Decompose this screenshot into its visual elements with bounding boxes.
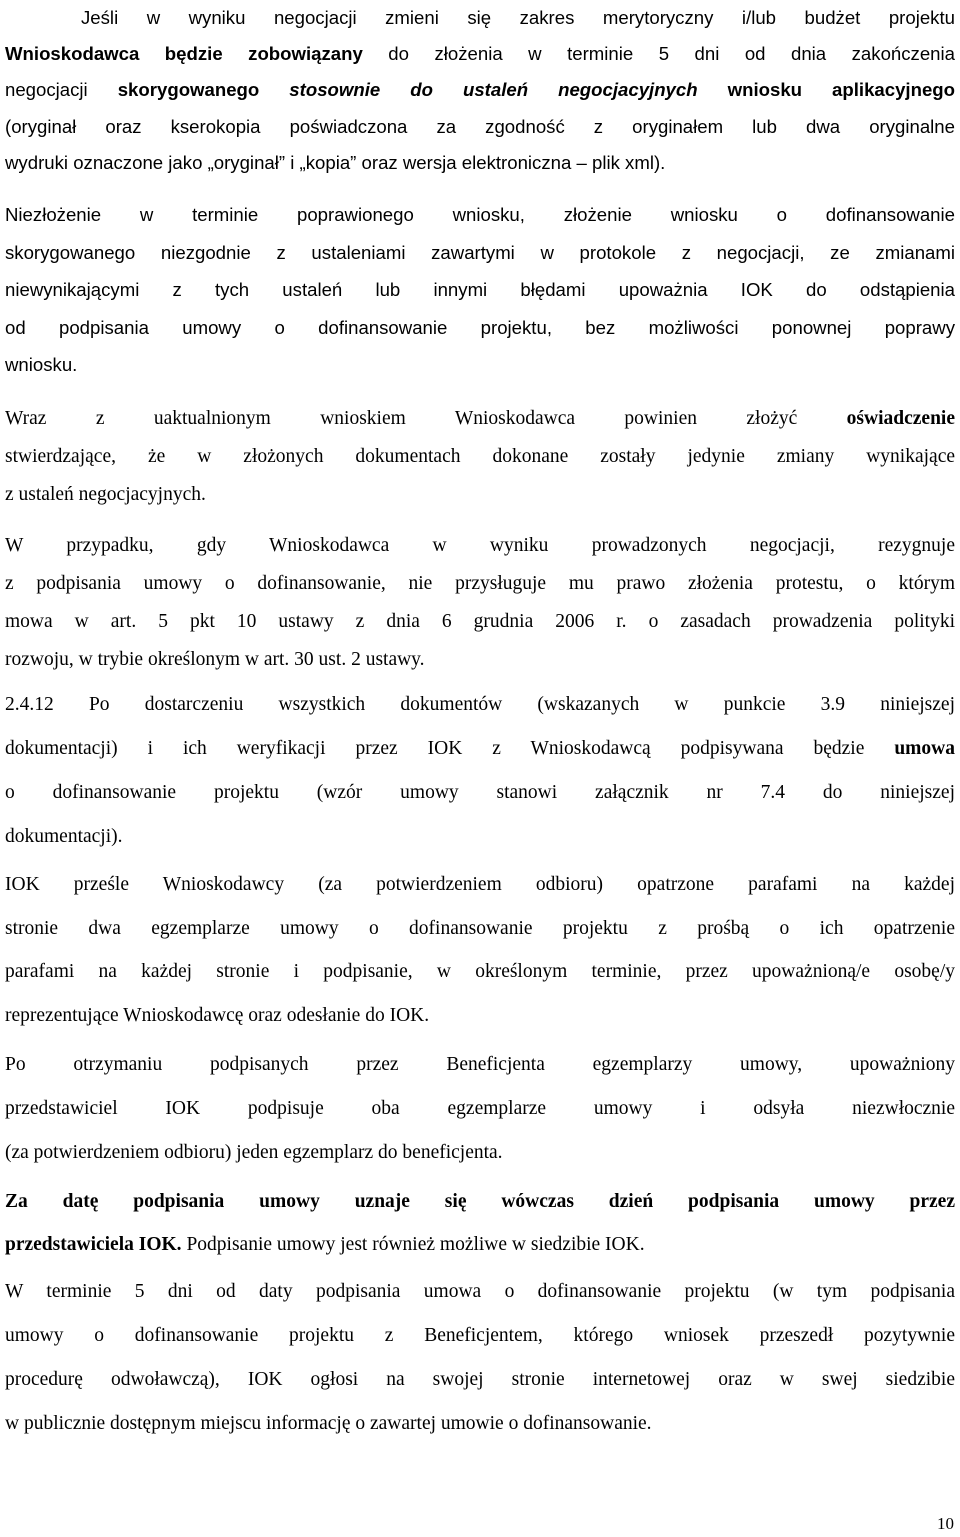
text-span: dokumentacji) i ich weryfikacji przez IOK z Wnioskodawcą podpisywana będzie (5, 738, 895, 759)
text-line: 2.4.12 Po dostarczeniu wszystkich dokumentów (wskazanych w punkcie 3.9 niniejszej (5, 694, 955, 715)
bold-text: Za datę podpisania umowy uznaje się wówczas dzień podpisania umowy przez (5, 1191, 955, 1212)
text-line: (oryginał oraz kserokopia poświadczona za zgodność z oryginałem lub dwa oryginalne (5, 115, 955, 137)
paragraph-resignation (5, 527, 955, 679)
text-span: Wraz z uaktualnionym wnioskiem Wnioskodawca powinien złożyć (5, 408, 847, 429)
text-line: W przypadku, gdy Wnioskodawca w wyniku prowadzonych negocjacji, rezygnuje (5, 535, 955, 556)
text-span: Podpisanie umowy jest również możliwe w siedzibie IOK. (181, 1234, 645, 1255)
bold-italic-text (289, 79, 697, 100)
bold-text: umowa (894, 738, 955, 759)
text-line: z ustaleń negocjacyjnych. (5, 484, 206, 505)
text-line (5, 1180, 955, 1223)
text-line: dokumentacji). (5, 826, 123, 847)
text-line (5, 1223, 955, 1266)
text-line: z podpisania umowy o dofinansowanie, nie przysługuje mu prawo złożenia protestu, o którym (5, 573, 955, 594)
text-line: (za potwierdzeniem odbioru) jeden egzemplarz do beneficjenta. (5, 1142, 503, 1163)
bold-text: oświadczenie (846, 408, 955, 429)
text-line: od podpisania umowy o dofinansowanie projektu, bez możliwości ponownej poprawy (5, 316, 955, 338)
bold-text: wniosku aplikacyjnego (697, 79, 956, 101)
text-span: do złożenia w terminie 5 dni od dnia zakończenia (362, 43, 955, 65)
text-line: rozwoju, w trybie określonym w art. 30 ust. 2 ustawy. (5, 649, 425, 670)
paragraph-publication (5, 1270, 955, 1446)
page-number: 10 (937, 1514, 954, 1533)
paragraph-iok-sends (5, 863, 955, 1037)
text-line: w publicznie dostępnym miejscu informację o zawartej umowie o dofinansowanie. (5, 1413, 652, 1434)
paragraph-statement (5, 400, 955, 514)
text-line: Po otrzymaniu podpisanych przez Beneficjenta egzemplarzy umowy, upoważniony (5, 1054, 955, 1075)
text-line: o dofinansowanie projektu (wzór umowy stanowi załącznik nr 7.4 do niniejszej (5, 782, 955, 803)
bold-text: przedstawiciela IOK. (5, 1234, 182, 1255)
text-line: stwierdzające, że w złożonych dokumentach dokonane zostały jedynie zmiany wynikające (5, 446, 955, 467)
paragraph-signing-date (5, 1180, 955, 1266)
text-line: mowa w art. 5 pkt 10 ustawy z dnia 6 grudnia 2006 r. o zasadach prowadzenia polityki (5, 611, 955, 632)
italic-text: stosownie do ustaleń negocjacyjnych (289, 79, 698, 101)
bold-text: Wnioskodawca będzie zobowiązany (5, 43, 363, 65)
paragraph-after-receiving (5, 1043, 955, 1175)
text-line: IOK prześle Wnioskodawcy (za potwierdzeniem odbioru) opatrzone parafami na każdej (5, 874, 955, 895)
text-line: Jeśli w wyniku negocjacji zmieni się zakres merytoryczny i/lub budżet projektu (81, 7, 955, 28)
text-line: niewynikającymi z tych ustaleń lub innymi błędami upoważnia IOK do odstąpienia (5, 279, 955, 301)
text-line (5, 400, 955, 438)
text-line (5, 72, 955, 108)
paragraph-2-4-12 (5, 683, 955, 859)
text-line: przedstawiciel IOK podpisuje oba egzemplarze umowy i odsyła niezwłocznie (5, 1098, 955, 1119)
text-line: umowy o dofinansowanie projektu z Beneficjentem, którego wniosek przeszedł pozytywnie (5, 1325, 955, 1346)
text-line: procedurę odwoławczą), IOK ogłosi na swojej stronie internetowej oraz w swej siedzibie (5, 1369, 955, 1390)
text-line (5, 727, 955, 771)
bold-text: skorygowanego (117, 79, 290, 101)
text-line: W terminie 5 dni od daty podpisania umowa o dofinansowanie projektu (w tym podpisania (5, 1281, 955, 1302)
paragraph-failure-to-submit (5, 196, 955, 384)
text-line: reprezentujące Wnioskodawcę oraz odesłanie do IOK. (5, 1004, 430, 1026)
text-line (5, 36, 955, 72)
paragraph-negotiation-changes (5, 0, 955, 181)
text-line: parafami na każdej stronie i podpisanie, w określonym terminie, przez upoważnioną/e osobę/y (5, 961, 955, 982)
text-span: negocjacji (5, 79, 118, 101)
text-line: wydruki oznaczone jako „oryginał” i „kopia” oraz wersja elektroniczna – plik xml). (5, 151, 666, 173)
text-line: Niezłożenie w terminie poprawionego wniosku, złożenie wniosku o dofinansowanie (5, 204, 955, 225)
text-line: wniosku. (5, 354, 78, 376)
text-line: skorygowanego niezgodnie z ustaleniami zawartymi w protokole z negocjacji, ze zmianami (5, 241, 955, 263)
text-line: stronie dwa egzemplarze umowy o dofinansowanie projektu z prośbą o ich opatrzenie (5, 917, 955, 939)
